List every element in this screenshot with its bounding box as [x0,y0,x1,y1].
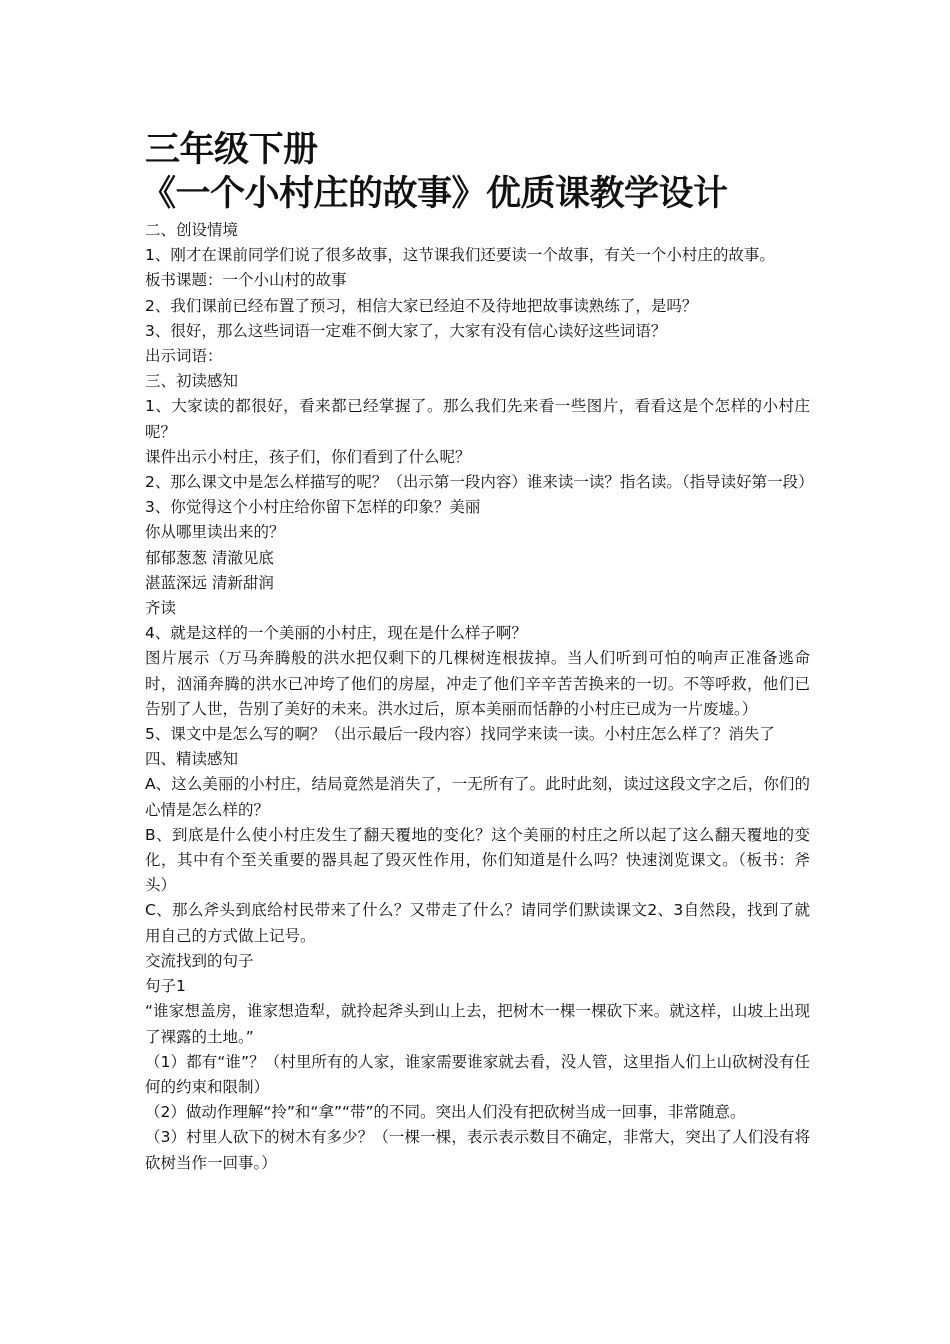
paragraph: 出示词语： [145,347,223,366]
paragraph: 湛蓝深远 清新甜润 [145,573,274,592]
document-title-lesson: 《一个小村庄的故事》优质课教学设计 [141,174,728,214]
paragraph: 图片展示（万马奔腾般的洪水把仅剩下的几棵树连根拔掉。当人们听到可怕的响声正准备逃命时，汹涌奔腾的洪水已冲垮了他们的房屋，冲走了他们辛辛苦苦换来的一切。不等呼救，他们已告别了人世，告别了美好的未来。洪水过后，原本美丽而恬静的小村庄已成为一片废墟。） [145,649,810,718]
paragraph: 郁郁葱葱 清澈见底 [145,548,274,567]
paragraph: 四、精读感知 [145,750,239,769]
paragraph: 5、课文中是怎么写的啊？（出示最后一段内容）找同学来读一读。小村庄怎么样了？消失了 [145,725,775,744]
paragraph: “谁家想盖房，谁家想造犁，就拎起斧头到山上去，把树木一棵一棵砍下来。就这样，山坡上出现了裸露的土地。” [145,1002,810,1046]
paragraph: 板书课题：一个小山村的故事 [145,271,347,290]
paragraph: 3、你觉得这个小村庄给你留下怎样的印象？美丽 [145,498,481,517]
document-body [145,218,814,1176]
paragraph: 齐读 [145,599,177,618]
paragraph: 1、刚才在课前同学们说了很多故事，这节课我们还要读一个故事，有关一个小村庄的故事。 [145,246,775,265]
document-page [141,128,814,1176]
paragraph: （1）都有“谁”？（村里所有的人家，谁家需要谁家就去看，没人管，这里指人们上山砍树没有任何的约束和限制） [145,1052,810,1096]
paragraph: 2、那么课文中是怎么样描写的呢？（出示第一段内容）谁来读一读？指名读。（指导读好第一段） [145,473,814,492]
paragraph: （3）村里人砍下的树木有多少？（一棵一棵，表示表示数目不确定，非常大，突出了人们没有将砍树当作一回事。） [145,1128,810,1172]
paragraph: 你从哪里读出来的？ [145,523,285,542]
paragraph: 交流找到的句子 [145,951,254,970]
paragraph: 4、就是这样的一个美丽的小村庄，现在是什么样子啊？ [145,624,527,643]
paragraph: C、那么斧头到底给村民带来了什么？又带走了什么？请同学们默读课文2、3自然段，找到了就用自己的方式做上记号。 [145,901,810,945]
paragraph: 三、初读感知 [145,372,239,391]
paragraph: 2、我们课前已经布置了预习，相信大家已经迫不及待地把故事读熟练了，是吗？ [145,296,698,315]
paragraph: 二、创设情境 [145,221,239,239]
document-title-grade: 三年级下册 [145,130,318,170]
paragraph: （2）做动作理解“拎”和“拿”“带”的不同。突出人们没有把砍树当成一回事，非常随意。 [145,1103,746,1122]
paragraph: 句子1 [145,977,186,996]
paragraph: B、到底是什么使小村庄发生了翻天覆地的变化？这个美丽的村庄之所以起了这么翻天覆地的变化，其中有个至关重要的器具起了毁灭性作用，你们知道是什么吗？快速浏览课文。（板书：斧头） [145,825,810,895]
paragraph: A、这么美丽的小村庄，结局竟然是消失了，一无所有了。此时此刻，读过这段文字之后，你们的心情是怎么样的？ [145,775,810,819]
paragraph: 1、大家读的都很好，看来都已经掌握了。那么我们先来看一些图片，看看这是个怎样的小村庄呢？ [145,397,810,441]
paragraph: 3、很好，那么这些词语一定难不倒大家了，大家有没有信心读好这些词语？ [145,321,667,340]
paragraph: 课件出示小村庄，孩子们，你们看到了什么呢？ [145,447,471,466]
